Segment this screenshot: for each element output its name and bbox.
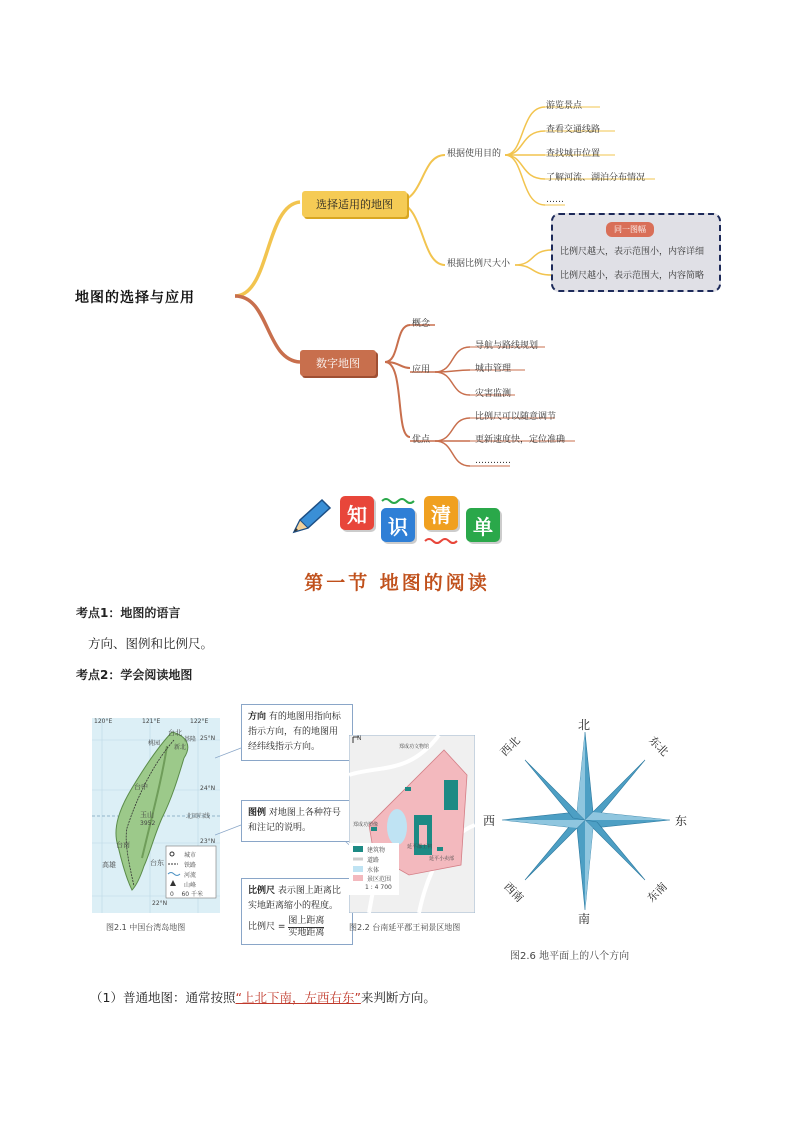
banner-char: 清 [424,496,458,530]
sub-concept: 概念 [412,319,431,329]
purpose-item: 游览景点 [546,101,583,111]
scale-formula [248,916,346,939]
callout-legend [241,800,353,842]
sub-by-purpose: 根据使用目的 [447,149,502,159]
formula-fraction [288,916,324,939]
park-legend: 建筑物 [367,847,386,854]
legend-label: 城市 [184,852,197,859]
application-item: 导航与路线规划 [475,341,539,351]
banner-char: 单 [466,508,500,542]
park-label: 延平小卖部 [429,856,455,862]
dir-east: 东 [675,814,688,828]
sub-advantages: 优点 [412,435,431,445]
legend-label: 河流 [184,872,197,879]
compass-caption: 图2.6 地平面上的八个方向 [510,951,630,962]
park-legend: 景区范围 [367,876,392,883]
mind-map-root: 地图的选择与应用 [75,290,195,306]
callout-term: 方向 [248,712,267,722]
taiwan-map-caption: 图2.1 中国台湾岛地图 [106,923,186,932]
rule-suffix: 来判断方向。 [360,990,436,1005]
park-label: 延平郡王祠 [407,844,433,850]
callout-text: 对地图上各种符号和注记的说明。 [248,808,341,833]
dir-south: 南 [578,912,591,926]
note-tag: 同一图幅 [606,222,654,237]
formula-left: 比例尺 = [248,922,286,932]
rule-prefix: （1）普通地图：通常按照 [90,990,236,1005]
section-title: 第一节 地图的阅读 [304,572,490,594]
scale-note: 比例尺越小，表示范围大，内容简略 [560,271,705,281]
dir-northeast: 东北 [646,733,672,759]
place-label: 基隆 [184,736,197,743]
park-label: 郑成功塑像 [353,822,379,828]
dir-northwest: 西北 [497,733,523,759]
purpose-item: 了解河流、湖泊分布情况 [546,173,646,183]
park-map [349,735,475,913]
dir-north: 北 [578,718,591,732]
branch-select-map: 选择适用的地图 [302,191,407,217]
advantage-item: 更新速度快，定位准确 [475,435,566,445]
place-label: 新北 [174,744,187,751]
advantage-item: 比例尺可以随意调节 [475,412,557,422]
purpose-item: …… [546,195,564,205]
callout-direction [241,704,353,761]
formula-denominator: 实地距离 [288,928,325,938]
park-legend: 道路 [367,857,380,864]
legend-label: 山峰 [184,882,197,889]
purpose-item: 查找城市位置 [546,149,601,159]
place-label: 桃园 [148,740,161,747]
lat-label: 25°N [200,735,216,742]
application-item: 灾害监测 [475,389,512,399]
place-label: 玉山 [140,811,154,819]
branch-digital-map: 数字地图 [300,350,376,376]
place-label: 台北 [168,729,182,737]
sub-application: 应用 [412,365,431,375]
mind-map [0,0,794,490]
banner-wavy-lines [380,495,505,545]
rule-quote: “上北下南，左西右东” [235,990,361,1005]
lat-label: 23°N [200,838,216,845]
pencil-icon [290,498,334,540]
place-label: 台中 [134,783,148,791]
place-label: 台南 [116,841,130,849]
scale-label: 0 60 千米 [170,891,203,898]
point1-title: 考点1：地图的语言 [76,606,181,620]
place-label: 台东 [150,859,164,867]
point1-text: 方向、图例和比例尺。 [88,636,214,651]
legend-label: 铁路 [184,862,197,869]
advantage-item: ………… [475,456,511,466]
callout-text: 有的地图用指向标指示方向，有的地图用经纬线指示方向。 [248,712,341,752]
point2-title: 考点2：学会阅读地图 [76,668,193,682]
direction-rule [90,988,436,1006]
dir-west: 西 [483,814,496,828]
banner-char: 识 [381,508,415,542]
lon-label: 122°E [190,718,209,725]
formula-numerator: 图上距离 [288,916,325,926]
lon-label: 121°E [142,718,161,725]
application-item: 城市管理 [475,364,512,374]
place-label: 3952 [140,820,156,827]
lon-label: 120°E [94,718,113,725]
park-map-caption: 图2.2 台南延平郡王祠景区地图 [349,923,461,932]
compass-rose [485,712,690,927]
north-label: N [357,735,362,742]
purpose-item: 查看交通线路 [546,125,601,135]
callout-scale [241,878,353,945]
park-scale: 1 : 4 700 [365,884,392,891]
place-label: 高雄 [102,861,116,869]
callout-term: 图例 [248,808,267,818]
park-label: 郑成功文物馆 [399,744,430,750]
taiwan-map [92,718,220,913]
scale-note: 比例尺越大，表示范围小，内容详细 [560,247,705,257]
lat-label: 24°N [200,785,216,792]
lat-label: 22°N [152,900,168,907]
callout-term: 比例尺 [248,886,276,896]
banner-char: 知 [340,496,374,530]
place-label: 北回归线 [186,813,211,820]
dir-southwest: 西南 [501,879,527,905]
dir-southeast: 东南 [644,879,670,905]
park-legend: 水体 [367,867,380,874]
callout-text: 表示图上距离比实地距离缩小的程度。 [248,886,341,911]
sub-by-scale: 根据比例尺大小 [447,259,511,269]
